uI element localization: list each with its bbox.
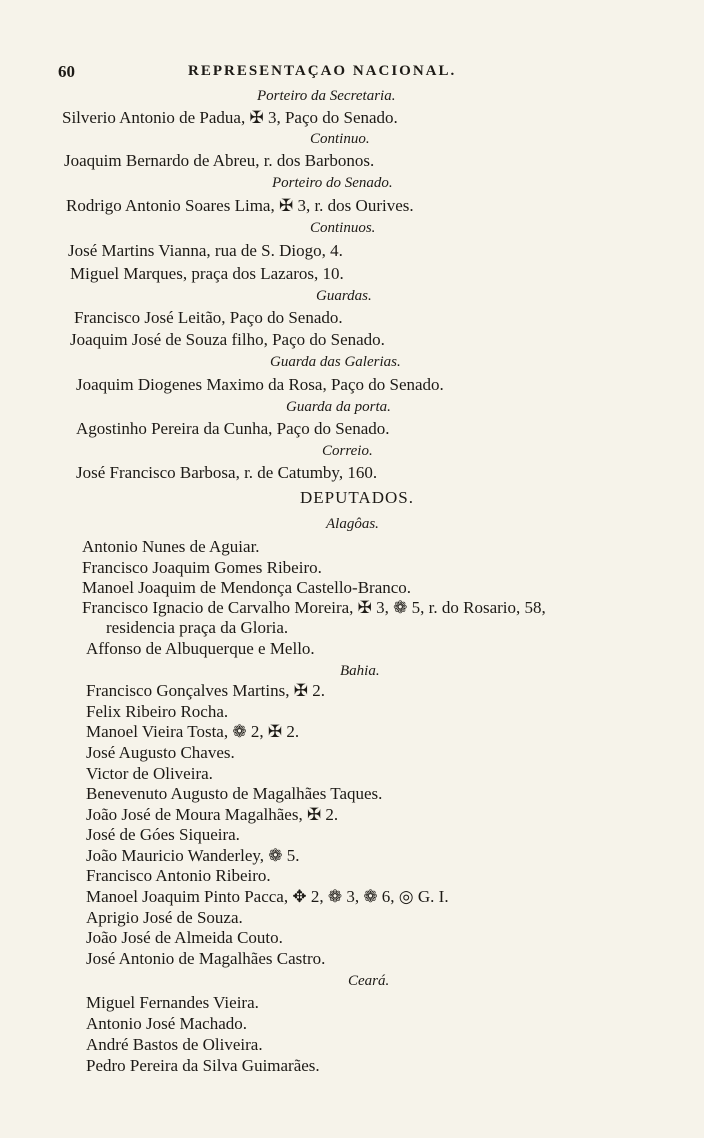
text-line: André Bastos de Oliveira.: [86, 1035, 263, 1054]
page-header: [58, 62, 618, 84]
text-line: Francisco Gonçalves Martins, ✠ 2.: [86, 681, 325, 700]
text-line: Antonio Nunes de Aguiar.: [82, 537, 260, 556]
text-line: Miguel Marques, praça dos Lazaros, 10.: [70, 264, 344, 283]
role-heading: Guarda da porta.: [286, 399, 391, 415]
text-line: José Antonio de Magalhães Castro.: [86, 949, 326, 968]
text-line: Francisco José Leitão, Paço do Senado.: [74, 308, 343, 327]
text-line: João José de Moura Magalhães, ✠ 2.: [86, 805, 339, 824]
role-heading: Continuos.: [310, 220, 376, 236]
text-line: José Francisco Barbosa, r. de Catumby, 160.: [76, 463, 378, 482]
text-line: Benevenuto Augusto de Magalhães Taques.: [86, 784, 383, 803]
province-heading: Ceará.: [348, 973, 390, 989]
text-line: Silverio Antonio de Padua, ✠ 3, Paço do Senado.: [62, 108, 398, 127]
text-line: Joaquim Bernardo de Abreu, r. dos Barbonos.: [64, 151, 375, 170]
section-heading: DEPUTADOS.: [300, 488, 414, 507]
text-line: Manoel Joaquim de Mendonça Castello-Branco.: [82, 578, 412, 597]
text-line: Francisco Antonio Ribeiro.: [86, 866, 271, 885]
text-line: Francisco Ignacio de Carvalho Moreira, ✠ 3, ❁ 5, r. do Rosario, 58,: [82, 598, 546, 617]
role-heading: Guarda das Galerias.: [270, 354, 401, 370]
province-heading: Bahia.: [340, 663, 380, 679]
text-line: Manoel Vieira Tosta, ❁ 2, ✠ 2.: [86, 722, 300, 741]
text-line: Joaquim José de Souza filho, Paço do Senado.: [70, 330, 385, 349]
text-line: Miguel Fernandes Vieira.: [86, 993, 259, 1012]
text-line: Manoel Joaquim Pinto Pacca, ✥ 2, ❁ 3, ❁ 6, ◎ G. I.: [86, 887, 449, 906]
text-line: José Martins Vianna, rua de S. Diogo, 4.: [68, 241, 343, 260]
text-line: Felix Ribeiro Rocha.: [86, 702, 229, 721]
province-heading: Alagôas.: [326, 516, 379, 532]
page-number: 60: [58, 62, 75, 81]
text-line: Joaquim Diogenes Maximo da Rosa, Paço do Senado.: [76, 375, 444, 394]
role-heading: Porteiro do Senado.: [272, 175, 393, 191]
role-heading: Guardas.: [316, 288, 372, 304]
text-line: Pedro Pereira da Silva Guimarães.: [86, 1056, 320, 1075]
running-title: REPRESENTAÇAO NACIONAL.: [188, 63, 457, 79]
text-line: Francisco Joaquim Gomes Ribeiro.: [82, 558, 322, 577]
text-line: Agostinho Pereira da Cunha, Paço do Senado.: [76, 419, 390, 438]
role-heading: Correio.: [322, 443, 373, 459]
text-line: Aprigio José de Souza.: [86, 908, 243, 927]
text-line: Antonio José Machado.: [86, 1014, 248, 1033]
text-line: residencia praça da Gloria.: [106, 618, 289, 637]
role-heading: Continuo.: [310, 131, 370, 147]
text-line: João José de Almeida Couto.: [86, 928, 283, 947]
text-line: José Augusto Chaves.: [86, 743, 235, 762]
text-line: José de Góes Siqueira.: [86, 825, 240, 844]
text-line: Victor de Oliveira.: [86, 764, 213, 783]
role-heading: Porteiro da Secretaria.: [257, 88, 396, 104]
text-line: Affonso de Albuquerque e Mello.: [86, 639, 315, 658]
text-line: Rodrigo Antonio Soares Lima, ✠ 3, r. dos Ourives.: [66, 196, 414, 215]
text-line: João Mauricio Wanderley, ❁ 5.: [86, 846, 300, 865]
